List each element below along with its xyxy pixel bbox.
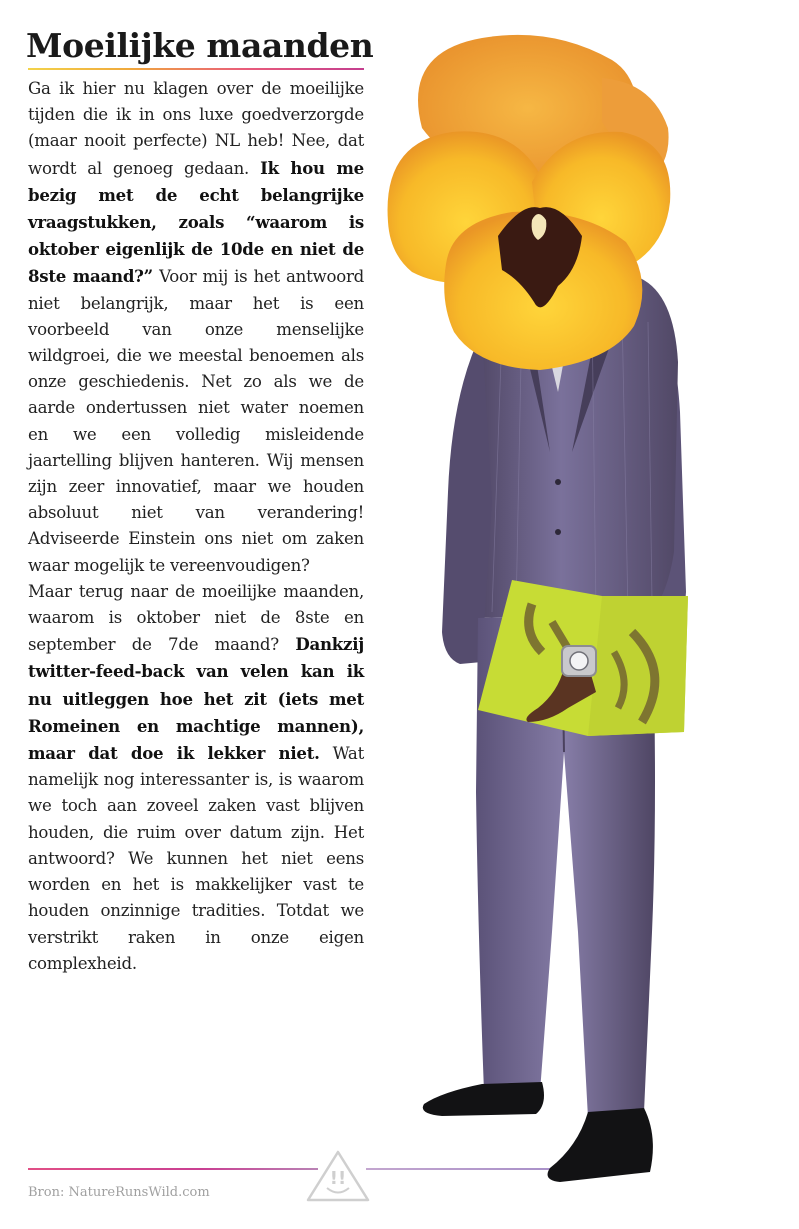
- paragraph-2-rest: Wat namelijk nog interessanter is, is waarom we toch aan zoveel zaken vast blijven houden, die ruim over datum zijn. Het antwoord? We kunnen het niet eens worden en het is makkelijker vast te houden onzinnige tradities. Totdat we verstrikt raken in onze eigen complexheid.: [28, 744, 364, 973]
- article-body: [28, 76, 364, 977]
- paragraph-1-highlight: Ik hou me bezig met de echt belangrijke vraagstukken, zoals “waarom is oktober eigenlijk de 10de en niet de 8ste maand?”: [28, 157, 364, 287]
- paragraph-1-intro: Ga ik hier nu klagen over de moeilijke tijden die ik in ons luxe goedverzorgde (maar nooit perfecte) NL heb! Nee, dat wordt al genoeg gedaan.: [28, 79, 364, 178]
- paragraph-1-rest: Voor mij is het antwoord niet belangrijk, maar het is een voorbeeld van onze menselijke wildgroei, die we meestal benoemen als onze geschiedenis. Net zo als we de aarde ondertussen niet water noemen en we een volledig misleidende jaartelling blijven hanteren. Wij mensen zijn zeer innovatief, maar we houden absoluut niet van verandering! Adviseerde Einstein ons niet om zaken waar mogelijk te vereenvoudigen?: [28, 267, 365, 575]
- warning-symbol: !!: [329, 1168, 347, 1189]
- paragraph-1: [28, 76, 364, 579]
- pansy-flower-head: [388, 35, 671, 370]
- title-underline: [28, 68, 364, 70]
- paragraph-2-highlight: Dankzij twitter-feed-back van velen kan ik nu uitleggen hoe het zit (iets met Romeinen en machtige mannen), maar dat doe ik lekker niet.: [28, 634, 364, 764]
- warning-triangle-icon: [305, 1148, 371, 1204]
- page-title: Moeilijke maanden: [26, 26, 374, 65]
- man-with-flower-head-illustration: [382, 32, 722, 1200]
- paragraph-2-intro: Maar terug naar de moeilijke maanden, waarom is oktober niet de 8ste en september de 7de maand?: [28, 581, 364, 655]
- wristwatch-icon: [562, 646, 596, 676]
- footer-divider-left: [28, 1168, 318, 1170]
- paragraph-2: [28, 579, 364, 977]
- source-credit: Bron: NatureRunsWild.com: [28, 1185, 210, 1200]
